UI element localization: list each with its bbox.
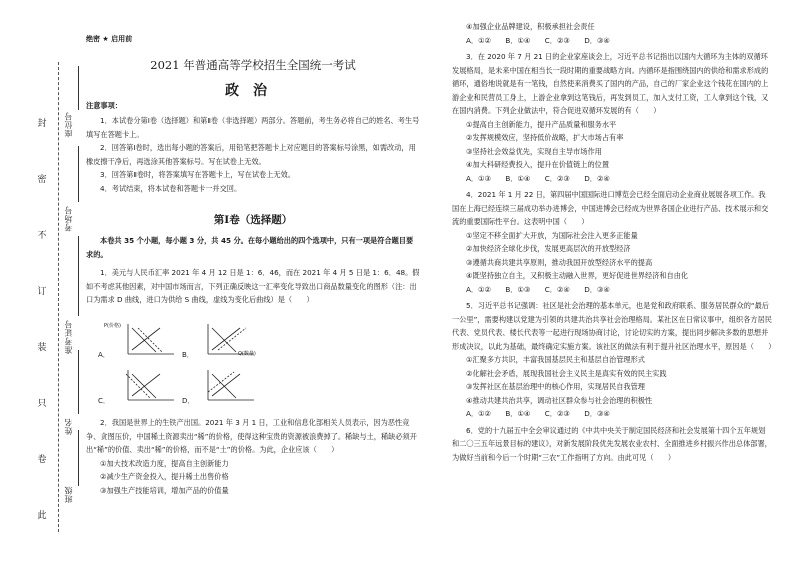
exam-title: 2021 年普通高等学校招生全国统一考试: [150, 58, 356, 72]
section-title: 第Ⅰ卷（选择题）: [213, 214, 293, 226]
notice-item: 1．本试卷分第Ⅰ卷（选择题）和第Ⅱ卷（非选择题）两部分。答题前，考生务必将自己的姓名、考生号填写在答题卡上。: [86, 116, 420, 139]
graph-c: [116, 368, 176, 402]
seal-char: 卷: [37, 455, 47, 465]
question-5-choices: A．①② B．①④ C．②③ D．③④: [466, 409, 610, 418]
question-3-option: ①提高自主创新能力，提升产品质量和服务水平: [466, 119, 617, 129]
question-2-choices: A．①② B．①④ C．②③ D．③④: [466, 35, 610, 45]
graph-b-label: B．: [182, 351, 194, 359]
question-3-stem: 3．在 2020 年 7 月 21 日的企业家座谈会上，习近平总书记指出以国内大循环为主体的双循环发展格局，是未来中国在相当长一段时期的重要战略方向。内循环是指围绕国内的供给和需求形成的循环，通俗地说就是有一笔钱，自然使来消费买了国内的产品，自己的厂家企业这个钱花在国内的上游企业和民营员工身上，上游企业拿到这笔钱后，再发到员工，加入支付工资，工人拿到这个钱，又在国内消费。下列企业做法中，符合促进双循环发展的有（ ）: [452, 52, 769, 115]
field-exam-id-line: [78, 236, 79, 316]
question-4-option: ③遵循共商共建共享原则，推动我国开放型经济水平的提高: [466, 257, 653, 267]
graph-d-label: D．: [182, 397, 195, 405]
binding-strip: [0, 0, 84, 562]
seal-char: 此: [37, 511, 47, 521]
question-1-stem: 1．美元与人民币汇率 2021 年 4 月 12 日是 1：6．46，而在 2021 年 4 月 5 日是 1：6．48。假如不考虑其他因素，对中国市场而言，下列正确反映这一汇率变化导致出口商品数量变化的图形（注：出口为需求 D 曲线，进口为供给 S 曲线，虚线为变化后曲线）是（ ）: [86, 268, 420, 304]
question-2-option: ①加大技术改造力度，提高自主创新能力: [100, 458, 229, 468]
field-seat-line: [78, 66, 79, 110]
question-5-option: ④推动共建共治共享，调动社区群众参与社会治理的积极性: [466, 395, 653, 405]
graph-a-label: A．: [98, 351, 110, 359]
question-5-option: ③发挥社区在基层治理中的核心作用，实现居民自我管理: [466, 382, 645, 391]
subject-title: 政治: [225, 83, 281, 99]
question-3-option: ③坚持社会效益优先，实现自主导市场作用: [466, 146, 602, 156]
question-4-option: ①坚定不移全面扩大开放，为国际社会注入更多正能量: [466, 230, 638, 240]
confidential-mark: 绝密 ★ 启用前: [86, 35, 133, 43]
question-5-option: ②化解社会矛盾，展现我国社会主义民主是真实有效的民主实践: [466, 368, 667, 378]
seal-char: 密: [37, 175, 47, 185]
question-4-option: ④既坚持独立自主，又积极主动融入世界，更好促进世界经济和自由化: [466, 271, 689, 280]
seal-char: 只: [37, 399, 47, 409]
field-name-line: [78, 350, 79, 414]
field-class-label: 班级: [64, 486, 73, 503]
question-1: [86, 266, 420, 307]
question-6-stem: 6．党的十九届五中全会审议通过的《中共中央关于制定国民经济和社会发展第十四个五年规划和二〇三五年远景目标的建议》，对新发展阶段优先发展农业农村、全面推进乡村振兴作出总体部署，为做好当前和今后一个时期“三农”工作指明了方向。由此可见（ ）: [452, 425, 772, 462]
field-name-label: 姓名: [64, 418, 73, 435]
seal-char: 装: [37, 343, 47, 353]
notice-list: [86, 114, 420, 195]
graph-d-plot: [196, 368, 256, 402]
question-4-choices: A．①② B．①③ C．②④ D．③④: [466, 284, 610, 294]
notice-item: 4．考试结束，将本试卷和答题卡一并交回。: [100, 183, 242, 193]
graph-a-axis-p: P(价格): [104, 323, 121, 329]
question-5-stem: 5．习近平总书记强调：社区是社会治理的基本单元，也是党和政府联系、服务居民群众的“最后一公里”，需要构建以党建为引领的共建共治共享社会治理格局。某社区在日常议事中，组织各方居民代表、党员代表、楼长代表等一起进行现场协商讨论，讨论切实的方案，提出同步解决多数的思想并形成决议，以此为基础，最终确定实施方案。该社区的做法有利于提升社区治理水平，原因是（ ）: [452, 301, 776, 351]
question-5-option: ①汇聚多方共识，丰富我国基层民主和基层自治管理形式: [466, 355, 645, 364]
seal-char: 订: [37, 287, 47, 297]
seal-char: 不: [37, 231, 47, 241]
graph-a-plot: [116, 322, 176, 356]
question-2-option: ④加强企业品牌建设，积极承担社会责任: [466, 22, 595, 31]
graph-c-plot: [116, 368, 176, 402]
seal-char: 封: [37, 119, 47, 129]
question-3-option: ④加大科研经费投入，提升在价值链上的位置: [466, 160, 610, 169]
field-room-line: [78, 146, 79, 202]
field-exam-id-label: 准考证号: [64, 320, 73, 354]
graph-d: [196, 368, 256, 402]
question-2: [86, 416, 420, 497]
question-3-option: ②发挥规模效应，坚持低价战略，扩大市场占有率: [466, 133, 624, 142]
question-4-stem: 4．2021 年 1 月 22 日，第四届中国国际进口博览会已经全面启动企业商业展展各项工作。我国在上海已经连续三届成功举办进博会，中国进博会已经成为世界各国企业进行产品、技术展示和交流的重要国际性平台。这表明中国（ ）: [452, 190, 769, 226]
right-column: [452, 20, 776, 464]
question-3-choices: A．①③ B．①④ C．②③ D．②④: [466, 173, 610, 183]
notice-item: 3．回答第Ⅱ卷时，将答案填写在答题卡上，写在试卷上无效。: [100, 170, 295, 179]
seal-line: [58, 62, 59, 532]
section-intro-text: 本卷共 35 个小题，每小题 3 分，共 45 分。在每小题给出的四个选项中，只有一项是符合题目要求的。: [86, 236, 414, 259]
question-2-option: ③加强生产技能培训，增加产品的价值量: [100, 485, 229, 495]
notice-heading: 注意事项：: [86, 101, 122, 110]
field-seat-label: 座位号: [64, 112, 73, 138]
section-intro: [86, 234, 420, 261]
question-2-stem: 2．我国是世界上的生铁产出国。2021 年 3 月 1 日，工业和信息化部相关人员表示，因为恶性竞争、贪图压价，中国稀土资源卖出“稀”的价格，使得这种宝贵的资源被浪费掉了。稀缺与土，稀缺必须开出“稀”的价值、卖出“稀”的价格，而不是“土”的价格。为此，企业应该（ ）: [86, 418, 417, 454]
graph-a: [116, 322, 176, 356]
field-room-label: 考场号: [64, 206, 73, 232]
question-2-option: ②减少生产资金投入，提升稀土出售价格: [100, 472, 229, 481]
notice-item: 2．回答第Ⅰ卷时，选出每小题的答案后，用铅笔把答题卡上对应题目的答案标号涂黑，如需改动，用橡皮擦干净后，再选涂其他答案标号。写在试卷上无效。: [86, 143, 416, 166]
graph-b-axis-q: Q(数量): [238, 351, 256, 357]
question-4-option: ②加快经济全球化步伐，发展更高层次的开放型经济: [466, 244, 631, 253]
graph-c-label: C．: [98, 397, 110, 405]
field-class-line: [78, 430, 79, 486]
